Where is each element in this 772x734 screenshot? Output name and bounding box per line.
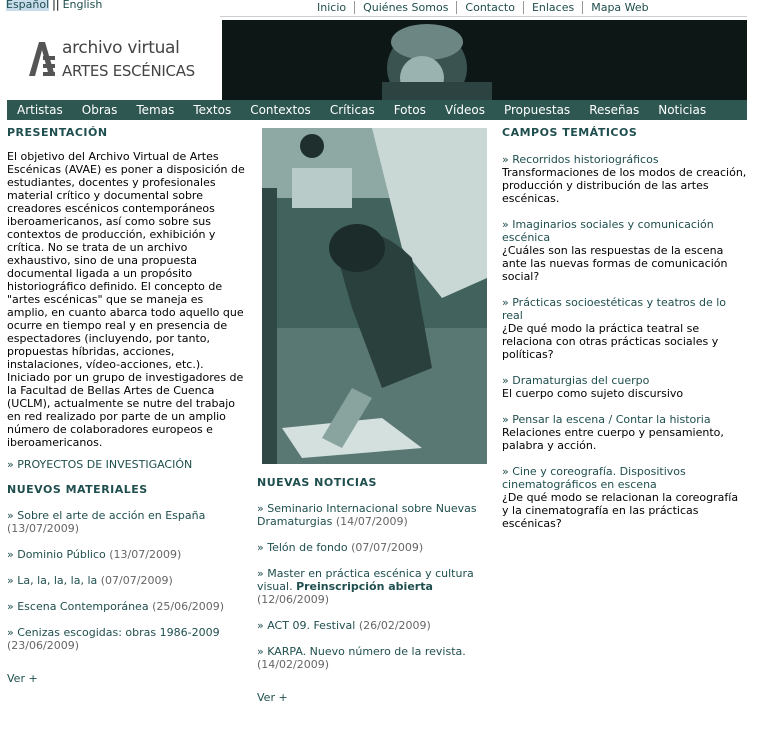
presentacion-text: El objetivo del Archivo Virtual de Artes Escénicas (AVAE) es poner a disposición de estudiantes, docentes y profesionales material crítico y documental sobre creadores escénicos contemporáneos iberoamericanos, así como sobre sus contextos de producción, exhibición y crítica. No se trata de un archivo exhaustivo, sino de una propuesta documental ligada a un propósito historiográfico definido. El concepto de "artes escénicas" que se maneja es amplio, en cuanto abarca todo aquello que ocurre en tiempo real y en presencia de espectadores (incluyendo, por tanto, propuestas híbridas, acciones, instalaciones, vídeo-acciones, etc.). Iniciado por un grupo de investigadores de la Facultad de Bellas Artes de Cuenca (UCLM), actualmente se nutre del trabajo en red realizado por parte de un amplio número de colaboradores europeos e iberoamericanos. — [7, 150, 245, 449]
noticias-bold-link[interactable]: Preinscripción abierta — [296, 580, 433, 593]
item-date: (14/07/2009) — [335, 515, 408, 528]
materiales-more-link[interactable]: Ver + — [7, 672, 38, 685]
nav-resenas[interactable]: Reseñas — [589, 103, 640, 117]
materiales-link[interactable]: » Sobre el arte de acción en España — [7, 509, 206, 522]
nav-contextos[interactable]: Contextos — [250, 103, 311, 117]
nav-noticias[interactable]: Noticias — [658, 103, 707, 117]
list-item — [257, 502, 492, 528]
materiales-link[interactable]: » Escena Contemporánea — [7, 600, 149, 613]
list-item — [257, 619, 492, 632]
item-date: (14/02/2009) — [257, 658, 329, 671]
nav-obras[interactable]: Obras — [81, 103, 118, 117]
list-item — [502, 218, 747, 283]
list-item — [502, 374, 747, 400]
banner-photo — [222, 20, 747, 100]
nav-temas[interactable]: Temas — [136, 103, 175, 117]
language-switch — [6, 0, 102, 11]
materiales-link[interactable]: » La, la, la, la, la — [7, 574, 98, 587]
left-column — [7, 126, 247, 685]
list-item — [7, 626, 247, 652]
topnav-contacto[interactable]: Contacto — [457, 1, 524, 14]
nav-fotos[interactable]: Fotos — [393, 103, 426, 117]
top-bar — [0, 0, 772, 16]
noticias-more-link[interactable]: Ver + — [257, 691, 288, 704]
list-item — [7, 509, 247, 535]
item-date: (25/06/2009) — [152, 600, 225, 613]
nav-propuestas[interactable]: Propuestas — [503, 103, 571, 117]
topnav-mapa-web[interactable]: Mapa Web — [591, 1, 649, 14]
item-date: (13/07/2009) — [109, 548, 182, 561]
top-nav — [309, 1, 657, 14]
list-item — [502, 296, 747, 361]
header-banner-image — [222, 20, 747, 100]
lang-english[interactable]: English — [62, 0, 103, 11]
nav-artistas[interactable]: Artistas — [17, 103, 63, 117]
materiales-link[interactable]: » Dominio Público — [7, 548, 106, 561]
campos-desc: Relaciones entre cuerpo y pensamiento, palabra y acción. — [502, 426, 724, 452]
campos-link[interactable]: » Imaginarios sociales y comunicación escénica — [502, 218, 714, 244]
list-item — [502, 413, 747, 452]
materiales-link[interactable]: » Cenizas escogidas: obras 1986-2009 — [7, 626, 220, 639]
list-item — [257, 567, 492, 606]
performance-photo — [262, 128, 487, 464]
campos-link[interactable]: » Pensar la escena / Contar la historia — [502, 413, 711, 426]
campos-link[interactable]: » Cine y coreografía. Dispositivos cinematográficos en escena — [502, 465, 686, 491]
list-item — [502, 153, 747, 205]
nav-textos[interactable]: Textos — [193, 103, 232, 117]
materiales-heading: NUEVOS MATERIALES — [7, 483, 148, 496]
item-date: (07/07/2009) — [100, 574, 173, 587]
center-column — [257, 476, 492, 704]
topnav-inicio[interactable]: Inicio — [309, 1, 355, 14]
proyectos-link[interactable] — [7, 458, 247, 471]
list-item — [7, 574, 247, 587]
noticias-heading: NUEVAS NOTICIAS — [257, 476, 377, 489]
lang-separator: || — [52, 0, 60, 11]
site-logo[interactable] — [7, 20, 222, 100]
noticias-link[interactable]: » Seminario Internacional sobre Nuevas Dramaturgias — [257, 502, 477, 528]
list-item — [257, 541, 492, 554]
proyectos-link-label[interactable]: » PROYECTOS DE INVESTIGACIÓN — [7, 458, 193, 471]
materiales-more[interactable] — [7, 672, 247, 685]
list-item — [502, 465, 747, 530]
presentacion-heading: PRESENTACIÓN — [7, 126, 108, 139]
campos-desc: ¿Cuáles son las respuestas de la escena ante las nuevas formas de comunicación social? — [502, 244, 728, 283]
logo-line-1: archivo virtual — [62, 38, 180, 58]
noticias-more[interactable] — [257, 691, 492, 704]
campos-link[interactable]: » Recorridos historiográficos — [502, 153, 659, 166]
campos-desc: Transformaciones de los modos de creación, producción y distribución de las artes escénicas. — [502, 166, 747, 205]
noticias-link[interactable]: » Master en práctica escénica y cultura visual. — [257, 567, 474, 593]
nav-videos[interactable]: Vídeos — [444, 103, 485, 117]
list-item — [257, 645, 492, 671]
logo-line-2: ARTES ESCÉNICAS — [62, 62, 195, 80]
lang-spanish[interactable]: Español — [6, 0, 50, 11]
campos-link[interactable]: » Prácticas socioestéticas y teatros de lo real — [502, 296, 727, 322]
list-item — [7, 548, 247, 561]
nav-criticas[interactable]: Críticas — [329, 103, 375, 117]
noticias-link[interactable]: » Telón de fondo — [257, 541, 348, 554]
noticias-link[interactable]: » ACT 09. Festival — [257, 619, 356, 632]
item-date: (23/06/2009) — [7, 639, 79, 652]
item-date: (07/07/2009) — [351, 541, 424, 554]
topnav-quienes-somos[interactable]: Quiénes Somos — [355, 1, 457, 14]
right-column — [502, 126, 747, 530]
logo-ae-icon — [27, 38, 57, 78]
campos-desc: El cuerpo como sujeto discursivo — [502, 387, 684, 400]
item-date: (12/06/2009) — [257, 593, 329, 606]
campos-link[interactable]: » Dramaturgias del cuerpo — [502, 374, 650, 387]
main-nav — [7, 100, 747, 120]
top-divider — [220, 16, 747, 17]
campos-desc: ¿De qué modo se relacionan la coreografía y la cinematografía en las prácticas escénicas? — [502, 491, 739, 530]
featured-photo — [262, 128, 487, 464]
campos-desc: ¿De qué modo la práctica teatral se relaciona con otras prácticas sociales y políticas? — [502, 322, 719, 361]
item-date: (13/07/2009) — [7, 522, 79, 535]
list-item — [7, 600, 247, 613]
topnav-enlaces[interactable]: Enlaces — [524, 1, 583, 14]
noticias-link[interactable]: » KARPA. Nuevo número de la revista. — [257, 645, 466, 658]
header — [7, 20, 747, 100]
campos-heading: CAMPOS TEMÁTICOS — [502, 126, 638, 139]
item-date: (26/02/2009) — [358, 619, 431, 632]
